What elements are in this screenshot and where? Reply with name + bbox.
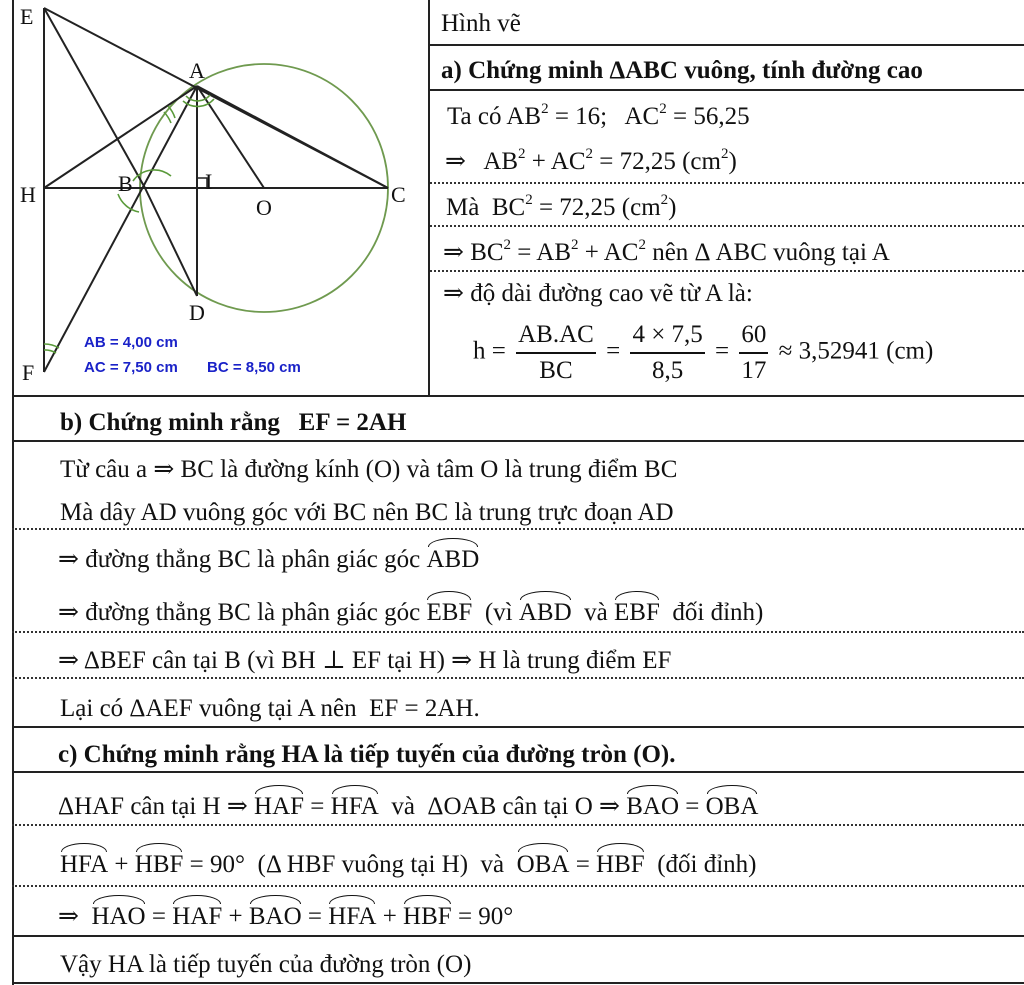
part-c-line-4: Vậy HA là tiếp tuyến của đường tròn (O) — [60, 951, 472, 978]
angle-symbol: BAO — [248, 903, 302, 930]
text: ΔHAF cân tại H ⇒ — [58, 793, 255, 820]
angle-mark-ha — [164, 112, 171, 123]
figure-divider — [428, 0, 430, 395]
angle-symbol: HFA — [328, 903, 377, 930]
text: + AC — [578, 239, 639, 266]
rule — [12, 677, 1024, 679]
text: + AC — [525, 148, 586, 175]
point-label-c: C — [391, 182, 406, 207]
rule — [12, 885, 1024, 887]
angle-symbol: HBF — [596, 851, 645, 878]
angle-mark-b — [118, 194, 139, 212]
angle-symbol: ABD — [518, 599, 572, 626]
text: + — [108, 851, 135, 878]
text: + — [376, 903, 404, 930]
exponent: 2 — [518, 146, 526, 162]
part-a-line-2 — [445, 147, 737, 177]
angle-symbol: HAF — [172, 903, 223, 930]
text: = 72,25 (cm — [532, 194, 661, 221]
measure-bc: BC = 8,50 cm — [207, 359, 301, 376]
text: + — [222, 903, 249, 930]
part-a-line-4 — [443, 238, 890, 268]
rule — [430, 89, 1024, 91]
rule — [12, 935, 1024, 937]
text: h = — [473, 337, 506, 365]
text: = 72,25 (cm — [593, 148, 721, 175]
text: = — [679, 793, 706, 820]
text: = 90° — [451, 903, 514, 930]
segment-fa — [44, 86, 197, 372]
exponent: 2 — [585, 146, 593, 162]
rule — [430, 44, 1024, 46]
part-c-line-1 — [58, 792, 758, 822]
text: Mà BC — [446, 194, 526, 221]
text: ≈ 3,52941 (cm) — [778, 337, 934, 365]
measure-ab: AB = 4,00 cm — [84, 334, 178, 351]
exponent: 2 — [659, 101, 667, 117]
rule — [12, 440, 1024, 442]
point-label-f: F — [22, 360, 35, 385]
exponent: 2 — [638, 237, 646, 253]
angle-symbol: OBA — [705, 793, 759, 820]
exponent: 2 — [541, 101, 549, 117]
angle-symbol: BAO — [626, 793, 680, 820]
rule — [12, 771, 1024, 773]
exponent: 2 — [525, 192, 533, 208]
rule — [12, 631, 1024, 633]
geometry-figure — [0, 0, 428, 395]
point-label-b: B — [118, 171, 133, 196]
measure-ac: AC = 7,50 cm — [84, 359, 178, 376]
text: ⇒ — [58, 903, 92, 930]
text: = — [145, 903, 173, 930]
part-c-line-3 — [58, 902, 513, 932]
point-label-d: D — [189, 300, 205, 325]
part-b-title: b) Chứng minh rằng EF = 2AH — [60, 409, 407, 436]
part-b-line-3 — [58, 545, 479, 575]
fraction — [516, 320, 596, 386]
angle-symbol: EBF — [426, 599, 473, 626]
angle-mark-ha — [168, 106, 175, 118]
angle-symbol: HBF — [403, 903, 452, 930]
fraction — [630, 320, 704, 386]
text: ) — [728, 148, 737, 175]
exponent: 2 — [660, 192, 669, 208]
text: = — [569, 851, 597, 878]
point-label-i: I — [205, 169, 213, 194]
text: = — [715, 337, 730, 365]
numerator: 4 × 7,5 — [630, 320, 704, 354]
angle-symbol: HFA — [60, 851, 109, 878]
part-c-line-2 — [60, 850, 756, 880]
exponent: 2 — [720, 146, 729, 162]
text: = AB — [511, 239, 571, 266]
text: Ta có AB — [447, 103, 542, 130]
text: (vì — [472, 599, 519, 626]
numerator: AB.AC — [516, 320, 596, 354]
denominator: BC — [539, 357, 573, 384]
part-b-line-6: Lại có ΔAEF vuông tại A nên EF = 2AH. — [60, 695, 480, 722]
text: ⇒ đường thẳng BC là phân giác góc — [58, 546, 427, 573]
text: ⇒ đường thẳng BC là phân giác góc — [58, 599, 427, 626]
rule — [430, 270, 1024, 272]
text: đối đỉnh) — [659, 599, 764, 626]
angle-symbol: EBF — [614, 599, 660, 626]
angle-symbol: HAF — [254, 793, 305, 820]
angle-symbol: HAO — [91, 903, 146, 930]
text: ⇒ AB — [445, 148, 519, 175]
angle-mark-f — [44, 344, 59, 348]
rule — [430, 225, 1024, 227]
text: = 56,25 — [666, 103, 750, 130]
exponent: 2 — [503, 237, 512, 253]
point-label-h: H — [20, 182, 36, 207]
height-formula — [473, 320, 933, 386]
part-a-line-1 — [447, 102, 750, 132]
part-a-line-5: ⇒ độ dài đường cao vẽ từ A là: — [443, 280, 753, 307]
text: = 90° (Δ HBF vuông tại H) và — [183, 851, 517, 878]
text: = 16; AC — [548, 103, 660, 130]
denominator: 17 — [741, 357, 767, 384]
part-b-line-1: Từ câu a ⇒ BC là đường kính (O) và tâm O là trung điểm BC — [60, 456, 678, 483]
fraction — [739, 320, 768, 386]
part-b-line-4 — [58, 598, 763, 628]
text: (đối đỉnh) — [644, 851, 757, 878]
text: và — [571, 599, 615, 626]
angle-symbol: ABD — [426, 546, 480, 573]
part-a-title: a) Chứng minh ΔABC vuông, tính đường cao — [441, 57, 923, 84]
angle-mark-f — [44, 350, 56, 353]
text: = — [606, 337, 621, 365]
part-b-line-2: Mà dây AD vuông góc với BC nên BC là trung trực đoạn AD — [60, 499, 674, 526]
point-label-o: O — [256, 195, 272, 220]
text: ⇒ BC — [443, 239, 504, 266]
text: và ΔOAB cân tại O ⇒ — [378, 793, 627, 820]
rule — [12, 528, 1024, 530]
angle-symbol: OBA — [516, 851, 570, 878]
angle-symbol: HFA — [330, 793, 379, 820]
numerator: 60 — [739, 320, 768, 354]
text: ) — [668, 194, 677, 221]
rule — [12, 982, 1024, 984]
point-label-a: A — [189, 58, 205, 83]
rule — [12, 824, 1024, 826]
rule — [12, 395, 1024, 397]
exponent: 2 — [571, 237, 579, 253]
denominator: 8,5 — [651, 357, 684, 384]
text: = — [304, 793, 331, 820]
part-a-line-3 — [446, 193, 676, 223]
segment-ac — [197, 86, 388, 188]
angle-symbol: HBF — [134, 851, 184, 878]
text: = — [301, 903, 329, 930]
rule — [430, 182, 1024, 184]
point-label-e: E — [20, 4, 34, 29]
part-c-title: c) Chứng minh rằng HA là tiếp tuyến của đường tròn (O). — [58, 741, 676, 768]
text: nên Δ ABC vuông tại A — [645, 239, 890, 266]
header-title: Hình vẽ — [441, 10, 521, 37]
part-b-line-5: ⇒ ΔBEF cân tại B (vì BH ⊥ EF tại H) ⇒ H là trung điểm EF — [58, 647, 672, 674]
rule — [12, 726, 1024, 728]
